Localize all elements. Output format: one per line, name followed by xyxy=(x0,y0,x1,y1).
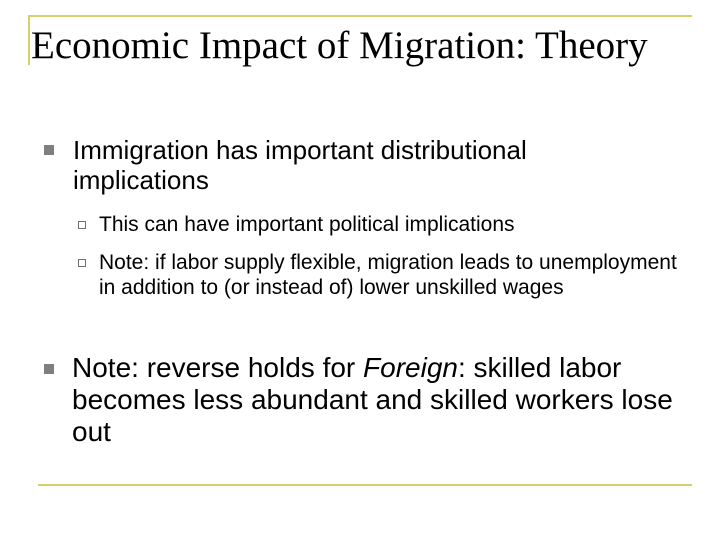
sub-bullet-1-text: This can have important political implications xyxy=(99,213,515,236)
bullet-2-text xyxy=(72,352,682,448)
slide-title: Economic Impact of Migration: Theory xyxy=(31,24,648,67)
frame-bottom-line xyxy=(38,484,692,486)
bullet-1-text: Immigration has important distributional implications xyxy=(73,135,527,195)
bullet-2-emphasis: Foreign xyxy=(363,352,458,383)
sub-bullet-checkbox-icon xyxy=(78,221,86,229)
bullet-square-icon xyxy=(44,145,54,155)
frame-left-line xyxy=(28,15,30,65)
bullet-2-prefix: Note: reverse holds for xyxy=(72,352,364,383)
bullet-2-suffix: : skilled labor becomes less abundant and skilled workers lose out xyxy=(72,352,673,447)
sub-bullet-checkbox-icon xyxy=(78,259,86,267)
bullet-square-icon xyxy=(44,364,54,374)
frame-top-line xyxy=(28,15,692,17)
sub-bullet-2-text: Note: if labor supply flexible, migration leads to unemployment in addition to (or instead of) lower unskilled wages xyxy=(99,251,677,299)
